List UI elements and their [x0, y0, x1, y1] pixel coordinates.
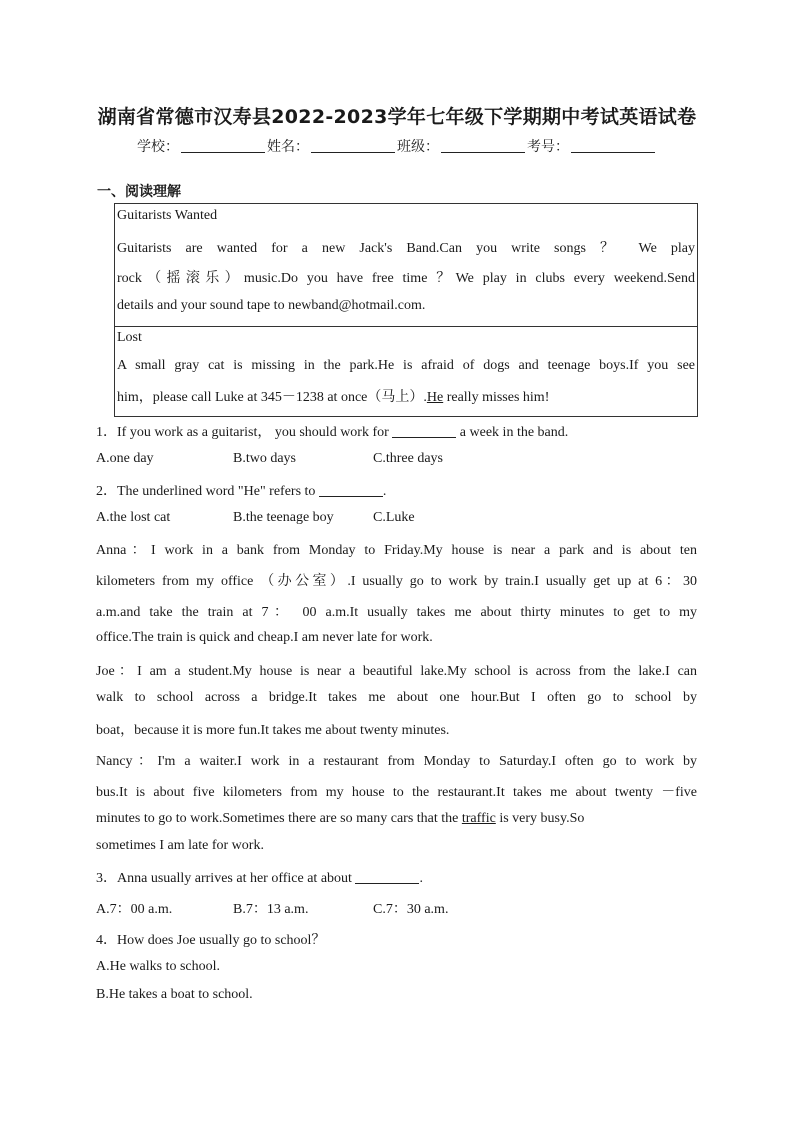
school-label: 学校： [137, 139, 179, 155]
question-2 [96, 480, 697, 500]
q4-option-a: A.He walks to school. [96, 959, 221, 974]
ad2-line: A small gray cat is missing in the park.He is afraid of dogs and teenage boys.If you see [117, 358, 695, 373]
ad1-line: details and your sound tape to newband@hotmail.com. [117, 298, 426, 313]
school-blank [181, 138, 265, 153]
passage-line: office.The train is quick and cheap.I am never late for work. [96, 630, 433, 645]
q3-stem: 3．Anna usually arrives at her office at about [96, 871, 356, 886]
class-label: 班级： [397, 139, 439, 155]
q4-option-b: B.He takes a boat to school. [96, 987, 253, 1002]
ad-box-lost [114, 326, 698, 417]
ad2-line2-text: him，please call Luke at 345－1238 at once（马上）. [117, 390, 427, 405]
q1-option-c: C.three days [373, 451, 443, 466]
passage-line: kilometers from my office （办公室）.I usually go to work by train.I usually get up at 6：30 [96, 574, 697, 589]
q3-option-a: A.7：00 a.m. [96, 902, 173, 917]
page-title: 湖南省常德市汉寿县2022-2023学年七年级下学期期中考试英语试卷 [97, 106, 697, 128]
underlined-he: He [426, 390, 444, 405]
question-1 [96, 421, 697, 441]
nancy3-end: is very busy.So [495, 811, 585, 826]
number-blank [571, 138, 655, 153]
ad1-line: Guitarists are wanted for a new Jack's Band.Can you write songs ？ We play [117, 241, 695, 256]
q2-stem-end: . [382, 484, 387, 499]
section-heading: 一、阅读理解 [97, 184, 181, 200]
nancy3-text: minutes to go to work.Sometimes there are so many cars that the [96, 811, 462, 826]
ad1-heading: Guitarists Wanted [117, 208, 218, 223]
passage-line: walk to school across a bridge.It takes me about one hour.But I often go to school by [96, 690, 697, 705]
q3-option-c: C.7：30 a.m. [373, 902, 449, 917]
q1-option-b: B.two days [233, 451, 296, 466]
ad2-heading: Lost [117, 330, 142, 345]
passage-line: Joe：I am a student.My house is near a beautiful lake.My school is across from the lake.I can [96, 664, 697, 679]
number-label: 考号： [527, 139, 569, 155]
answer-blank [392, 425, 456, 438]
passage-line [96, 811, 697, 827]
q2-option-a: A.the lost cat [96, 510, 171, 525]
passage-line: a.m.and take the train at 7： 00 a.m.It usually takes me about thirty minutes to get to my [96, 605, 697, 620]
answer-blank [319, 484, 383, 497]
q2-option-c: C.Luke [373, 510, 415, 525]
q3-stem-end: . [419, 871, 423, 886]
q1-stem: 1．If you work as a guitarist， you should work for [96, 425, 393, 440]
q1-stem-end: a week in the band. [456, 425, 569, 440]
q3-option-b: B.7：13 a.m. [233, 902, 309, 917]
q2-stem: 2．The underlined word "He" refers to [96, 484, 319, 499]
name-label: 姓名： [267, 139, 309, 155]
ad1-line: rock（摇滚乐）music.Do you have free time ？We play in clubs every weekend.Send [117, 271, 695, 286]
passage-line: boat，because it is more fun.It takes me about twenty minutes. [96, 723, 450, 738]
ad2-line [117, 386, 695, 406]
passage-line: Nancy：I'm a waiter.I work in a restaurant from Monday to Saturday.I often go to work by [96, 754, 697, 769]
passage-line: Anna：I work in a bank from Monday to Friday.My house is near a park and is about ten [96, 543, 697, 558]
answer-blank [355, 871, 419, 884]
q1-option-a: A.one day [96, 451, 154, 466]
question-4: 4．How does Joe usually go to school？ [96, 933, 326, 948]
name-blank [311, 138, 395, 153]
q2-option-b: B.the teenage boy [233, 510, 334, 525]
passage-line: sometimes I am late for work. [96, 838, 264, 853]
question-3 [96, 867, 697, 887]
class-blank [441, 138, 525, 153]
ad-box-guitarists [114, 203, 698, 327]
underlined-traffic: traffic [461, 811, 496, 826]
ad2-line2-end: really misses him! [443, 390, 550, 405]
student-info-row [0, 136, 794, 156]
passage-line: bus.It is about five kilometers from my house to the restaurant.It takes me about twenty －five [96, 785, 697, 800]
